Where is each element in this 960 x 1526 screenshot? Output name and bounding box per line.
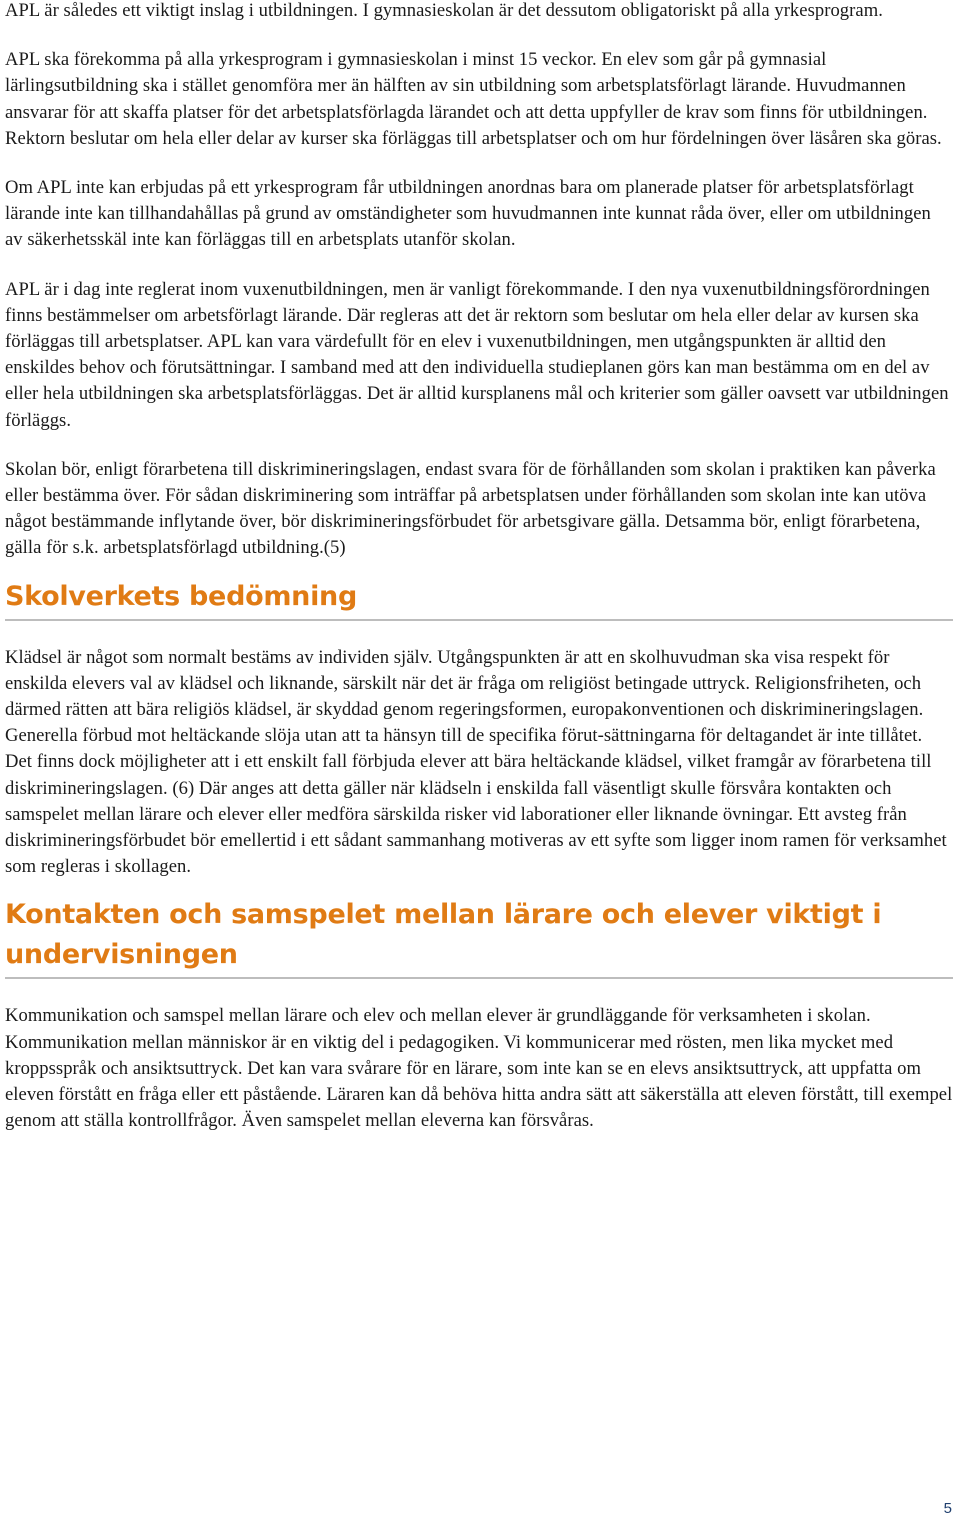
section-header-bedomning: [5, 577, 953, 621]
page-number: 5: [943, 1500, 952, 1517]
section-heading: Skolverkets bedömning: [5, 577, 953, 621]
paragraph-diskriminering: Skolan bör, enligt förarbetena till diskrimineringslagen, endast svara för de förhållanden som skolan i praktiken kan påverka eller bestämma över. För sådan diskriminering som inträffar på arbetsplatsen under förhållanden som skolan inte kan utöva något bestämmande inflytande över, bör diskrimineringsförbudet för arbetsgivare gälla. Detsamma bör, enligt förarbetena, gälla för s.k. arbetsplatsförlagd utbildning.(5): [5, 458, 936, 559]
page-content: [5, 0, 953, 1135]
paragraph-apl-veckor: APL ska förekomma på alla yrkesprogram i gymnasieskolan i minst 15 veckor. En elev som går på gymnasial lärlingsutbildning ska i stället genomföra mer än hälften av sin utbildning som arbetsplatsförlagt lärande. Huvudmannen ansvarar för att skaffa platser för det arbetsplatsförlagda lärandet och att detta uppfyller de krav som finns för utbildningen. Rektorn beslutar om hela eller delar av kurser ska förläggas till arbetsplatser och om hur fördelningen över läsåren ska göras.: [5, 49, 942, 149]
section-header-kontakten: [5, 895, 953, 979]
paragraph-kladsel: Klädsel är något som normalt bestäms av individen själv. Utgångspunkten är att en skolhuvudman ska visa respekt för enskilda elevers val av klädsel och liknande, särskilt när det är fråga om religiöst betingade uttryck. Religionsfriheten, och därmed rätten att bära religiös klädsel, är skyddad genom regeringsformen, europakonventionen och diskrimineringslagen.: [5, 646, 924, 721]
paragraph-apl-vuxenutbildning: APL är i dag inte reglerat inom vuxenutbildningen, men är vanligt förekommande. I den nya vuxenutbildningsförordningen finns bestämmelser om arbetsförlagt lärande. Där regleras att det är rektorn som beslutar om hela eller delar av kursen ska förläggas till arbetsplatser. APL kan vara värdefullt för en elev i vuxenutbildningen, men utgångspunkten är alltid den enskildes behov och förutsättningar. I samband med att den individuella studieplanen görs kan man bestämma om en del av eller hela utbildningen ska arbetsplatsförläggas. Det är alltid kursplanens mål och kriterier som gäller oavsett var utbildningen förläggs.: [5, 278, 949, 431]
paragraph-apl-inslag: APL är således ett viktigt inslag i utbildningen. I gymnasieskolan är det dessutom obligatoriskt på alla yrkesprogram.: [5, 0, 883, 21]
paragraph-generella-forbud: Generella förbud mot heltäckande slöja utan att ta hänsyn till de specifika förut-sättningarna för deltagandet är inte tillåtet. Det finns dock möjligheter att i ett enskilt fall förbjuda elever att bära heltäckande klädsel, vilket framgår av förarbetena till diskrimineringslagen. (6) Där anges att detta gäller när klädseln i enskilda fall väsentligt skulle försvåra kontakten och samspelet mellan lärare och elever eller medföra särskilda risker vid laborationer eller liknande övningar. Ett avsteg från diskrimineringsförbudet bör emellertid i ett sådant sammanhang motiveras av ett syfte som ligger inom ramen för verksamhet som regleras i skollagen.: [5, 725, 947, 878]
paragraph-kommunikation: Kommunikation och samspel mellan lärare och elev och mellan elever är grundläggande för verksamheten i skolan. Kommunikation mellan människor är en viktig del i pedagogiken. Vi kommunicerar med rösten, men lika mycket med kroppsspråk och ansiktsuttryck. Det kan vara svårare för en lärare, som inte kan se en elevs ansiktsuttryck, att uppfatta om eleven förstått en fråga eller ett påstående. Läraren kan då behöva hitta andra sätt att säkerställa att eleven förstått, till exempel genom att ställa kontrollfrågor. Även samspelet mellan eleverna kan försvåras.: [5, 1005, 953, 1132]
paragraph-apl-erbjudas: Om APL inte kan erbjudas på ett yrkesprogram får utbildningen anordnas bara om planerade platser för arbetsplatsförlagt lärande inte kan tillhandahållas på grund av omständigheter som huvudmannen inte kunnat råda över, eller om utbildningen av säkerhetsskäl inte kan förläggas till en arbetsplats utanför skolan.: [5, 177, 931, 251]
section-heading: Kontakten och samspelet mellan lärare och elever viktigt i undervisningen: [5, 895, 953, 979]
